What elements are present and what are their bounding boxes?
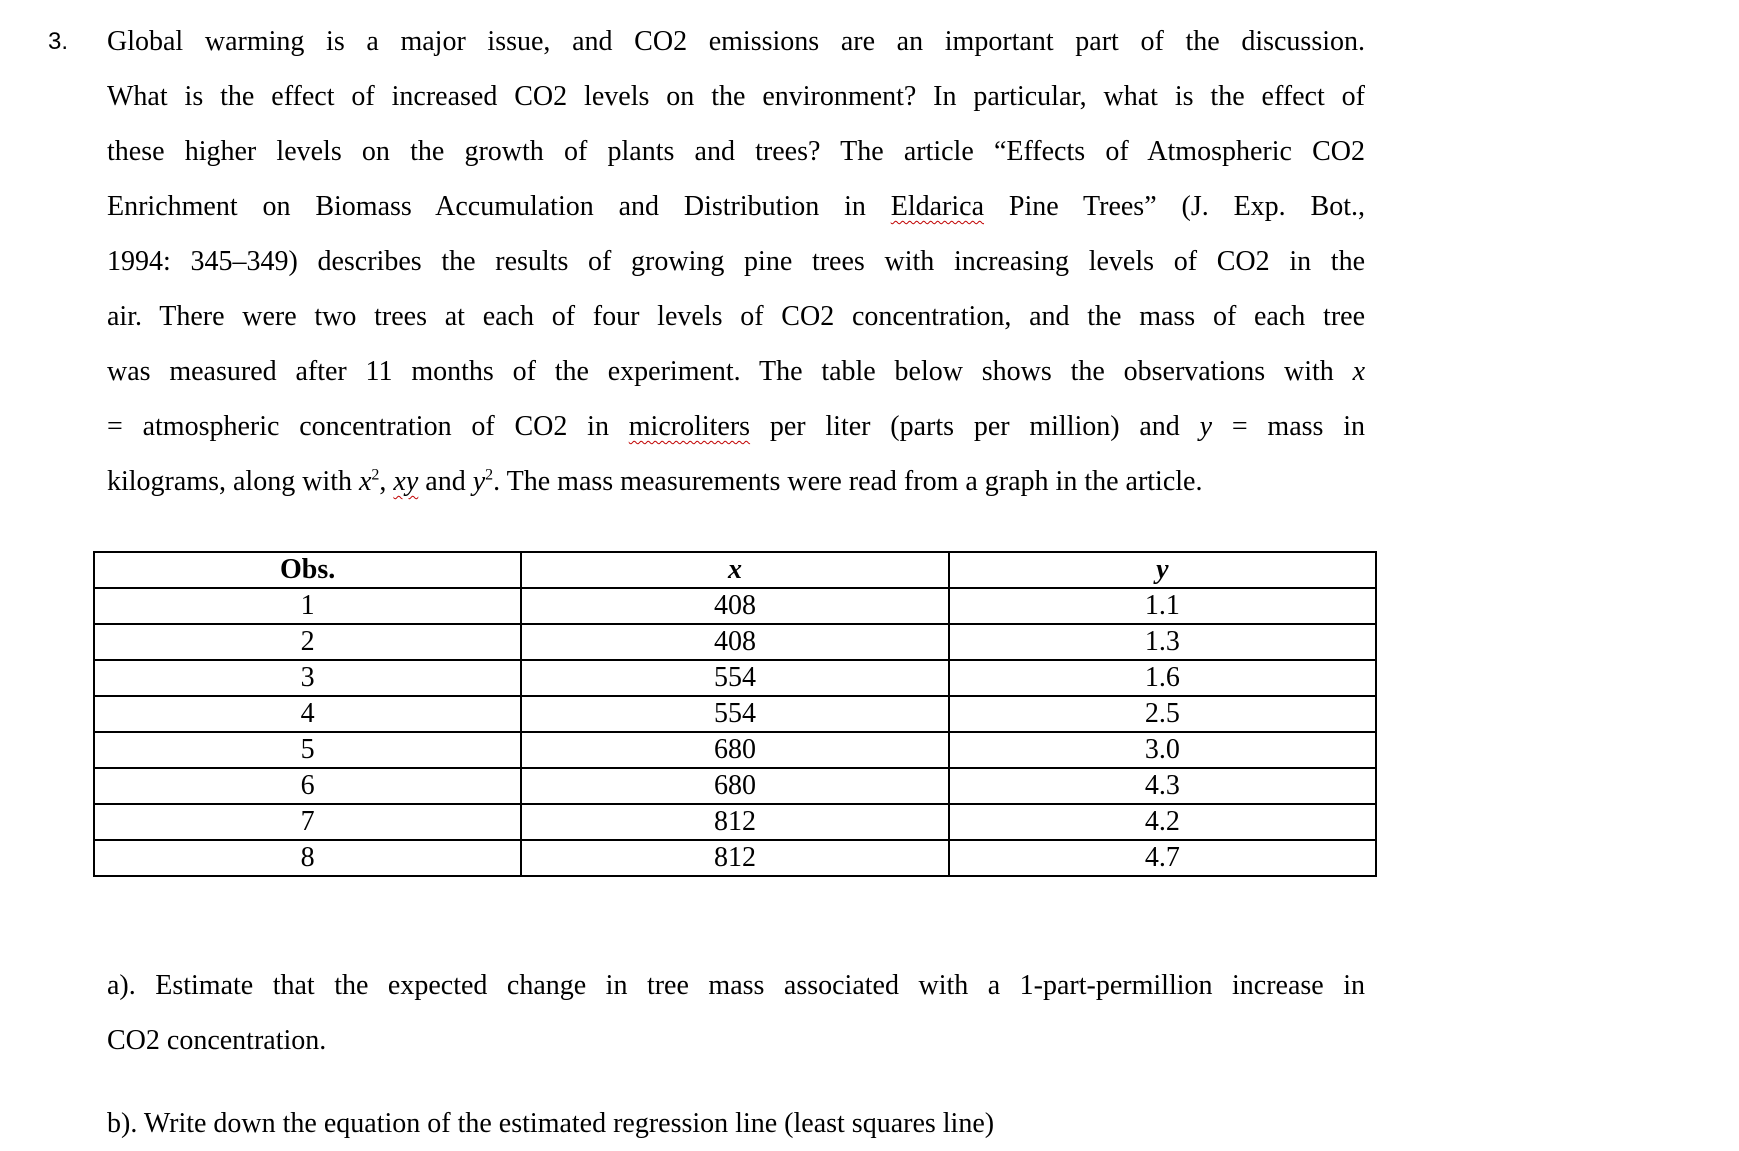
- table-cell: 8: [94, 840, 521, 876]
- table-cell: 408: [521, 588, 948, 624]
- table-cell: 554: [521, 660, 948, 696]
- paragraph-line: = atmospheric concentration of CO2 in microliters per liter (parts per million) and y = mass in: [107, 411, 1365, 442]
- table-cell: 1: [94, 588, 521, 624]
- table-cell: 5: [94, 732, 521, 768]
- spellcheck-word: xy: [393, 466, 419, 497]
- question-number: 3.: [48, 28, 69, 55]
- table-row: [94, 624, 1376, 660]
- table-row: [94, 732, 1376, 768]
- table-header-row: [94, 552, 1376, 588]
- table-row: [94, 768, 1376, 804]
- spellcheck-word: microliters: [628, 411, 751, 442]
- table-cell: 680: [521, 768, 948, 804]
- table-cell: 680: [521, 732, 948, 768]
- table-cell: 2.5: [949, 696, 1376, 732]
- paragraph-line: What is the effect of increased CO2 levels on the environment? In particular, what is the effect of: [107, 81, 1365, 112]
- table-cell: 4.3: [949, 768, 1376, 804]
- data-table: [93, 551, 1377, 877]
- column-header-x: x: [521, 552, 948, 588]
- table-cell: 2: [94, 624, 521, 660]
- paragraph-line: was measured after 11 months of the experiment. The table below shows the observations with x: [107, 356, 1365, 387]
- table-cell: 1.6: [949, 660, 1376, 696]
- part-a-line: a). Estimate that the expected change in tree mass associated with a 1-part-permillion increase in: [107, 970, 1365, 1001]
- spellcheck-word: Eldarica: [890, 191, 985, 222]
- column-header-y: y: [949, 552, 1376, 588]
- part-b-line: b). Write down the equation of the estimated regression line (least squares line): [107, 1108, 995, 1139]
- table-row: [94, 588, 1376, 624]
- paragraph-line: kilograms, along with $x^2$, xy and $y^2$. The mass measurements were read from a graph in the article.: [107, 466, 1203, 497]
- table-cell: 1.1: [949, 588, 1376, 624]
- paragraph-line: 1994: 345–349) describes the results of growing pine trees with increasing levels of CO2 in the: [107, 246, 1365, 277]
- table-cell: 812: [521, 840, 948, 876]
- table-row: [94, 660, 1376, 696]
- table-row: [94, 804, 1376, 840]
- column-header-obs: Obs.: [94, 552, 521, 588]
- paragraph-line: Global warming is a major issue, and CO2 emissions are an important part of the discussion.: [107, 26, 1365, 57]
- table-cell: 4.2: [949, 804, 1376, 840]
- table-cell: 554: [521, 696, 948, 732]
- table-row: [94, 696, 1376, 732]
- table-cell: 4.7: [949, 840, 1376, 876]
- paragraph-line: these higher levels on the growth of plants and trees? The article “Effects of Atmospheric CO2: [107, 136, 1365, 167]
- table-cell: 1.3: [949, 624, 1376, 660]
- paragraph-line: air. There were two trees at each of four levels of CO2 concentration, and the mass of each tree: [107, 301, 1365, 332]
- table-cell: 7: [94, 804, 521, 840]
- table-cell: 6: [94, 768, 521, 804]
- paragraph-line: Enrichment on Biomass Accumulation and Distribution in Eldarica Pine Trees” (J. Exp. Bot.,: [107, 191, 1365, 222]
- part-a-line: CO2 concentration.: [107, 1025, 327, 1056]
- table-cell: 408: [521, 624, 948, 660]
- part-b: [107, 1096, 1365, 1151]
- question-paragraph: [107, 14, 1365, 509]
- table-cell: 3.0: [949, 732, 1376, 768]
- table-cell: 812: [521, 804, 948, 840]
- part-a: [107, 958, 1365, 1068]
- table-cell: 4: [94, 696, 521, 732]
- table-row: [94, 840, 1376, 876]
- table-cell: 3: [94, 660, 521, 696]
